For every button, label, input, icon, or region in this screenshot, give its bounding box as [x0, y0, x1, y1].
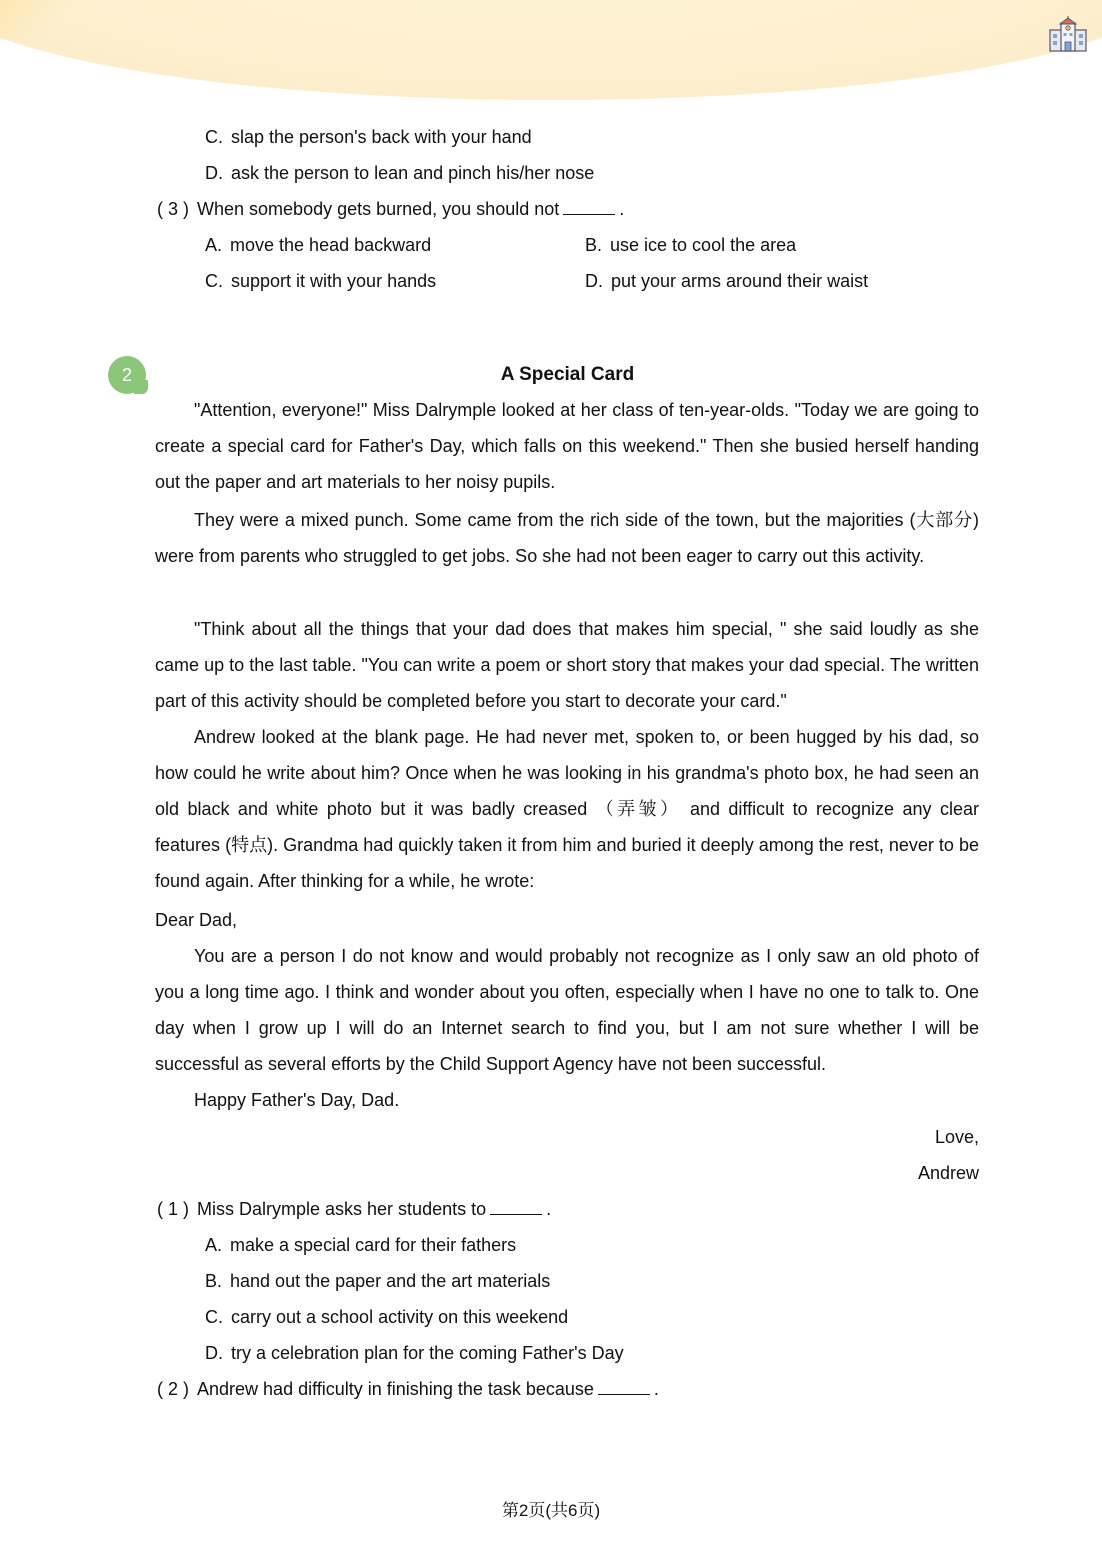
page-number: 第2页(共6页): [501, 1501, 601, 1520]
header-banner: [0, 0, 1102, 100]
answer-blank[interactable]: [490, 1200, 542, 1215]
option-b: B. use ice to cool the area: [585, 235, 797, 255]
option-a: A. make a special card for their fathers: [205, 1235, 517, 1255]
option-d: D. put your arms around their waist: [585, 271, 869, 291]
option-d: D. ask the person to lean and pinch his/her nose: [205, 163, 595, 183]
letter-salutation: Dear Dad,: [155, 910, 238, 930]
option-c: C. slap the person's back with your hand: [205, 127, 532, 147]
option-c: C. carry out a school activity on this weekend: [205, 1307, 569, 1327]
question-stem: ( 1 ) Miss Dalrymple asks her students to .: [157, 1199, 552, 1219]
header-decoration: [0, 0, 70, 40]
passage-paragraph: Andrew looked at the blank page. He had never met, spoken to, or been hugged by his dad, so how could he write about him? Once when he was looking in his grandma's photo box, he had seen an old black and white photo but it was badly creased （弄皱） and difficult to recognize any clear features (特点). Grandma had quickly taken it from him and buried it deeply among the rest, never to be found again. After thinking for a while, he wrote:: [155, 727, 979, 891]
passage-title: A Special Card: [500, 364, 635, 385]
option-a: A. move the head backward: [205, 235, 432, 255]
passage-paragraph: They were a mixed punch. Some came from the rich side of the town, but the majorities (大部分) were from parents who struggled to get jobs. So she had not been eager to carry out this activity.: [155, 510, 979, 566]
letter-body: Happy Father's Day, Dad.: [194, 1090, 400, 1110]
question-stem: ( 3 ) When somebody gets burned, you should not .: [157, 199, 625, 219]
answer-blank[interactable]: [563, 200, 615, 215]
letter-signature: Andrew: [917, 1163, 979, 1183]
school-building-icon: [1049, 16, 1087, 52]
option-c: C. support it with your hands: [205, 271, 437, 291]
answer-blank[interactable]: [598, 1380, 650, 1395]
passage-paragraph: "Attention, everyone!" Miss Dalrymple looked at her class of ten-year-olds. "Today we are going to create a special card for Father's Day, which falls on this weekend." Then she busied herself handing out the paper and art materials to her noisy pupils.: [155, 400, 979, 492]
letter-body: You are a person I do not know and would probably not recognize as I only saw an old photo of you a long time ago. I think and wonder about you often, especially when I have no one to talk to. One day when I grow up I will do an Internet search to find you, but I am not sure whether I will be successful as several efforts by the Child Support Agency have not been successful.: [155, 946, 979, 1074]
letter-closing: Love,: [934, 1127, 979, 1147]
question-stem: ( 2 ) Andrew had difficulty in finishing the task because .: [157, 1379, 659, 1399]
passage-paragraph: "Think about all the things that your dad does that makes him special, " she said loudly as she came up to the last table. "You can write a poem or short story that makes your dad special. The written part of this activity should be completed before you start to decorate your card.": [155, 619, 979, 711]
section-number-badge: 2: [108, 356, 146, 394]
option-d: D. try a celebration plan for the coming Father's Day: [205, 1343, 624, 1363]
option-b: B. hand out the paper and the art materials: [205, 1271, 551, 1291]
